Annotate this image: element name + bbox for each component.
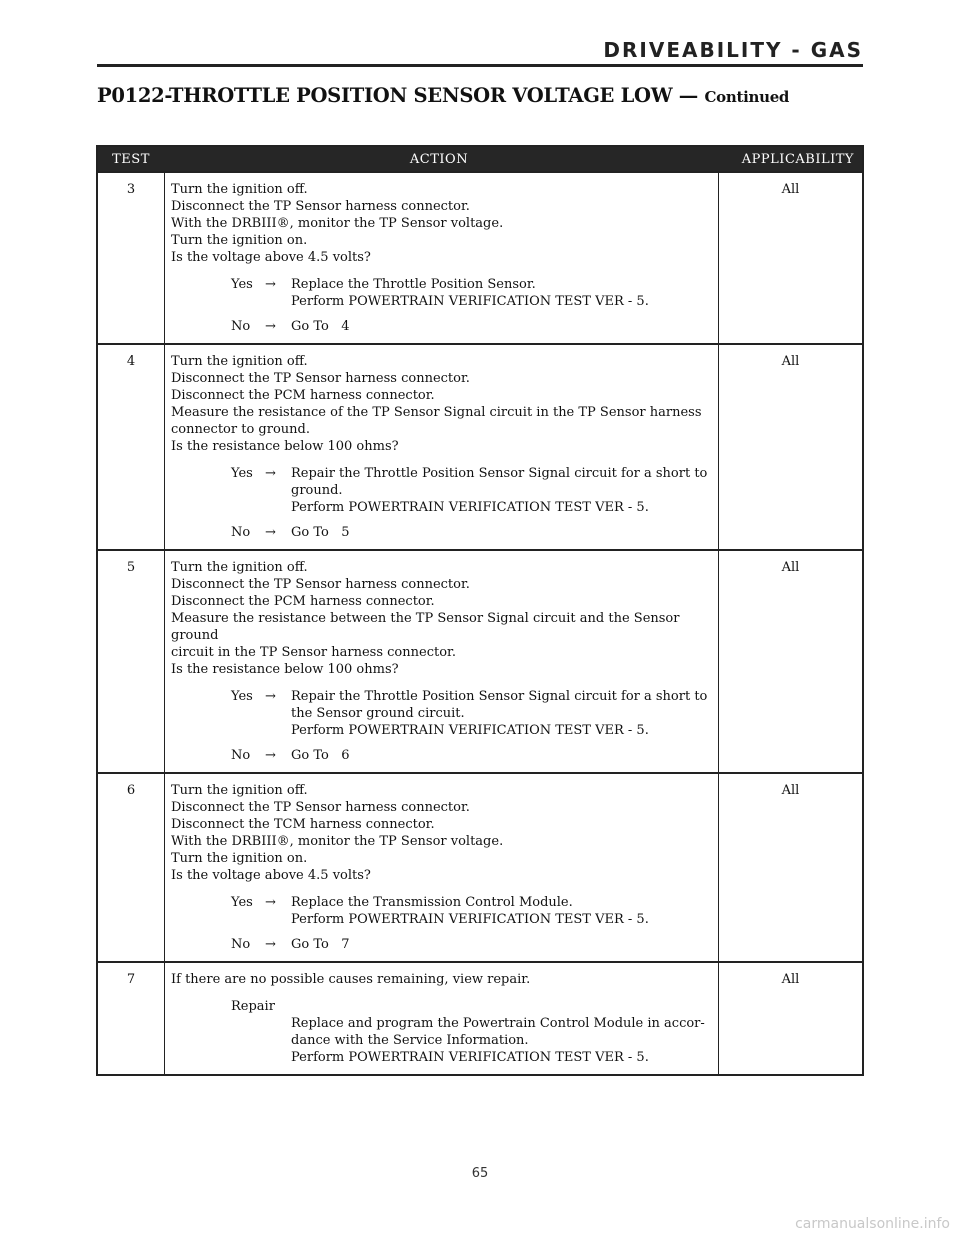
arrow-icon: → [265, 748, 276, 763]
yes-text [291, 465, 712, 516]
result-line: ground. [291, 483, 343, 498]
result-line: Perform POWERTRAIN VERIFICATION TEST VER - 5. [291, 912, 649, 927]
step-line: Turn the ignition off. [171, 182, 308, 197]
header-test: TEST [112, 151, 150, 167]
test-number: 6 [126, 783, 136, 798]
yes-text [291, 894, 712, 928]
step-line: Turn the ignition on. [171, 233, 308, 248]
test-action [164, 345, 719, 549]
arrow-icon: → [265, 319, 276, 334]
test-applicability: All [781, 182, 800, 197]
step-line: Disconnect the PCM harness connector. [171, 388, 435, 403]
step-line: Turn the ignition off. [171, 354, 308, 369]
step-line: Disconnect the TP Sensor harness connector. [171, 199, 470, 214]
test-applicability: All [781, 560, 800, 575]
repair-block [231, 998, 712, 1066]
step-line: Turn the ignition off. [171, 560, 308, 575]
yes-text [291, 688, 712, 739]
step-line: If there are no possible causes remaining, view repair. [171, 972, 531, 987]
test-row-6 [98, 772, 862, 961]
no-result [231, 524, 712, 541]
header-applicability: APPLICABILITY [741, 151, 854, 167]
step-line: Disconnect the TP Sensor harness connector. [171, 800, 470, 815]
result-line: Perform POWERTRAIN VERIFICATION TEST VER - 5. [291, 1050, 649, 1065]
heading-text: P0122-THROTTLE POSITION SENSOR VOLTAGE LOW — [97, 84, 698, 107]
page-number: 65 [471, 1166, 489, 1181]
arrow-icon: → [265, 525, 276, 540]
diagnostic-table [96, 145, 864, 1076]
no-text: Go To 4 [291, 319, 350, 334]
yes-label: Yes [231, 895, 253, 910]
result-line: Repair the Throttle Position Sensor Signal circuit for a short to [291, 689, 708, 704]
test-number: 4 [126, 354, 136, 369]
test-row-7 [98, 961, 862, 1074]
step-line: Disconnect the TP Sensor harness connector. [171, 371, 470, 386]
result-line: Perform POWERTRAIN VERIFICATION TEST VER - 5. [291, 294, 649, 309]
result-line: Replace the Throttle Position Sensor. [291, 277, 536, 292]
step-line: circuit in the TP Sensor harness connector. [171, 645, 456, 660]
test-applicability: All [781, 972, 800, 987]
yes-result [231, 465, 712, 516]
section-title: DRIVEABILITY - GAS [603, 38, 863, 62]
no-text: Go To 6 [291, 748, 350, 763]
yes-label: Yes [231, 466, 253, 481]
no-result [231, 318, 712, 335]
result-line: dance with the Service Information. [291, 1033, 529, 1048]
step-line: Is the voltage above 4.5 volts? [171, 868, 371, 883]
result-line: Perform POWERTRAIN VERIFICATION TEST VER - 5. [291, 723, 649, 738]
yes-result [231, 688, 712, 739]
yes-label: Yes [231, 277, 253, 292]
result-line: Replace and program the Powertrain Control Module in accor- [291, 1016, 705, 1031]
heading-continued: Continued [704, 88, 790, 106]
step-line: Measure the resistance of the TP Sensor Signal circuit in the TP Sensor harness [171, 405, 702, 420]
repair-label: Repair [231, 999, 275, 1014]
test-action [164, 774, 719, 961]
result-line: Repair the Throttle Position Sensor Signal circuit for a short to [291, 466, 708, 481]
yes-result [231, 276, 712, 310]
no-text: Go To 5 [291, 525, 350, 540]
yes-result [231, 894, 712, 928]
test-action [164, 551, 719, 772]
test-number: 7 [126, 972, 136, 987]
step-line: Turn the ignition off. [171, 783, 308, 798]
test-row-3 [98, 171, 862, 343]
step-line: Disconnect the PCM harness connector. [171, 594, 435, 609]
test-row-5 [98, 549, 862, 772]
step-line: connector to ground. [171, 422, 310, 437]
no-label: No [231, 319, 251, 334]
arrow-icon: → [265, 466, 276, 481]
step-line: Is the voltage above 4.5 volts? [171, 250, 371, 265]
arrow-icon: → [265, 895, 276, 910]
test-applicability: All [781, 783, 800, 798]
no-label: No [231, 525, 251, 540]
result-line: Perform POWERTRAIN VERIFICATION TEST VER - 5. [291, 500, 649, 515]
page-heading [97, 84, 789, 107]
step-line: Is the resistance below 100 ohms? [171, 439, 399, 454]
header-action: ACTION [409, 151, 469, 167]
result-line: Replace the Transmission Control Module. [291, 895, 573, 910]
table-header [98, 147, 862, 171]
yes-text [291, 276, 712, 310]
step-line: Measure the resistance between the TP Sensor Signal circuit and the Sensor ground [171, 611, 680, 643]
arrow-icon: → [265, 277, 276, 292]
title-rule [97, 64, 863, 67]
yes-label: Yes [231, 689, 253, 704]
step-line: With the DRBIII®, monitor the TP Sensor voltage. [171, 216, 504, 231]
test-action [164, 963, 719, 1074]
test-applicability: All [781, 354, 800, 369]
arrow-icon: → [265, 689, 276, 704]
step-line: Is the resistance below 100 ohms? [171, 662, 399, 677]
result-line: the Sensor ground circuit. [291, 706, 465, 721]
test-row-4 [98, 343, 862, 549]
arrow-icon: → [265, 937, 276, 952]
no-label: No [231, 748, 251, 763]
no-result [231, 747, 712, 764]
step-line: With the DRBIII®, monitor the TP Sensor voltage. [171, 834, 504, 849]
no-result [231, 936, 712, 953]
no-text: Go To 7 [291, 937, 350, 952]
watermark-url: carmanualsonline.info [795, 1216, 950, 1232]
step-line: Disconnect the TCM harness connector. [171, 817, 435, 832]
step-line: Disconnect the TP Sensor harness connector. [171, 577, 470, 592]
test-action [164, 173, 719, 343]
step-line: Turn the ignition on. [171, 851, 308, 866]
test-number: 5 [126, 560, 136, 575]
repair-text [291, 1015, 712, 1066]
test-number: 3 [126, 182, 136, 197]
no-label: No [231, 937, 251, 952]
